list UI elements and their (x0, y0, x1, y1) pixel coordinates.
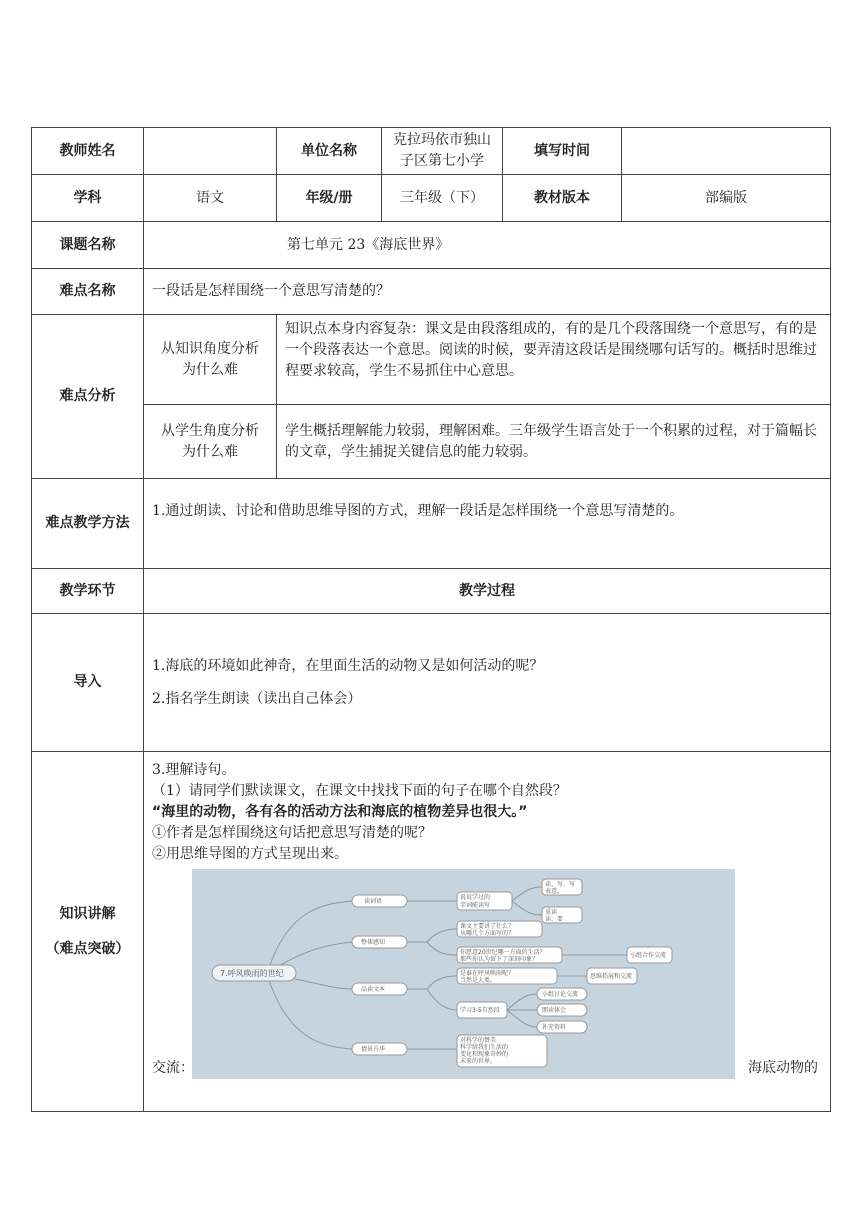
grade-label: 年级/册 (277, 175, 382, 222)
mind-map-node-18: 补充资料 (542, 1024, 567, 1031)
grade-value: 三年级（下） (382, 175, 503, 222)
method-row (32, 479, 831, 569)
mind-map-node-12: 是谁在呼风唤雨呢？ (460, 970, 515, 977)
student-angle-text: 学生概括理解能力较弱，理解困难。三年级学生语言处于一个积累的过程，对于篇幅长的文章，学生捕捉关键信息的能力较弱。 (277, 405, 831, 479)
exchange-label: 交流： (152, 1060, 194, 1076)
knowledge-line-3: ①作者是怎样围绕这句话把意思写清楚的呢？ (152, 825, 432, 841)
method-value: 1.通过朗读、讨论和借助思维导图的方式，理解一段话是怎样围绕一个意思写清楚的。 (144, 479, 831, 569)
knowledge-label-line2: （难点突破） (45, 940, 130, 957)
student-angle-line2: 为什么难 (182, 443, 238, 460)
difficulty-label: 难点名称 (32, 269, 144, 315)
process-title: 教学过程 (144, 569, 831, 614)
knowledge-content (144, 752, 831, 1112)
student-angle-label (144, 405, 277, 479)
difficulty-value: 一段话是怎样围绕一个意思写清楚的？ (144, 269, 831, 315)
unit-value-line1: 克拉玛依市独山 (393, 132, 491, 148)
mind-map-node-8: 从哪几个方面写的？ (460, 930, 515, 937)
difficulty-row (32, 269, 831, 315)
mind-map-node-11: 小组合作交流 (630, 952, 667, 959)
lesson-plan-table (31, 127, 831, 1112)
header-row (32, 128, 831, 175)
unit-value (382, 128, 503, 175)
mind-map-node-3: 读、写、写 (545, 881, 576, 888)
mind-map-node-14: 思维拓展和交流 (590, 973, 633, 980)
knowledge-row (32, 752, 831, 1112)
mind-map-node-2: 字词能读写 (460, 902, 491, 909)
knowledge-angle-line2: 为什么难 (182, 361, 238, 378)
exchange-line (152, 1057, 822, 1081)
time-value (622, 128, 831, 175)
subject-row (32, 175, 831, 222)
intro-row (32, 614, 831, 752)
knowledge-line-1: 3.理解诗句。 (152, 762, 236, 778)
mind-map-root: 7.呼风唤雨的世纪 (220, 969, 284, 978)
mind-map-branch-2: 整体感知 (361, 939, 386, 946)
mind-map-node-10: 那些你认为留下了深刻印象？ (460, 956, 539, 963)
knowledge-line-2: （1）请同学们默读课文，在课文中找找下面的句子在哪个自然段？ (152, 783, 567, 799)
mind-map-node-7: 课文主要讲了什么？ (460, 923, 515, 930)
mind-map-node-21: 变化和现象奇妙的 (460, 1051, 509, 1058)
mind-map-node-9: 你愿意20世纪哪一方面的生活？ (460, 949, 546, 956)
mind-map-node-13: 当然是人类。 (460, 977, 497, 984)
mind-map-node-17: 朗读体会 (542, 1007, 567, 1014)
intro-item-2: 2.指名学生朗读（读出自己体会） (152, 690, 362, 707)
lesson-row (32, 222, 831, 269)
knowledge-angle-line1: 从知识角度分析 (161, 340, 259, 357)
method-label: 难点教学方法 (32, 479, 144, 569)
process-header-row (32, 569, 831, 614)
mind-map-image (192, 869, 735, 1079)
knowledge-angle-text: 知识点本身内容复杂：课文是由段落组成的，有的是几个段落围绕一个意思写，有的是一个段落表达一个意思。阅读的时候，要弄清这段话是围绕哪句话写的。概括时思维过程要求较高，学生不易抓住中心意思。 (277, 315, 831, 405)
mind-map-node-1: 说说学过的 (460, 894, 491, 901)
mind-map-node-4: 表意， (545, 888, 564, 895)
mind-map-node-15: 学习3-5自然段 (460, 1007, 500, 1014)
lesson-label: 课题名称 (32, 222, 144, 269)
mind-map-node-16: 小组讨论交流 (542, 991, 579, 998)
knowledge-label-line1: 知识讲解 (59, 905, 116, 922)
mind-map-branch-3: 品读文本 (361, 986, 386, 993)
subject-label: 学科 (32, 175, 144, 222)
mind-map-node-6: 读、要 (545, 916, 564, 923)
mind-map-branch-1: 读词语 (364, 898, 383, 905)
mind-map-node-5: 重读 (545, 909, 558, 916)
knowledge-quote: “海里的动物，各有各的活动方法和海底的植物差异也很大。” (152, 804, 528, 820)
unit-value-line2: 子区第七小学 (400, 153, 484, 169)
edition-label: 教材版本 (503, 175, 622, 222)
teacher-label: 教师姓名 (32, 128, 144, 175)
analysis-student-row (32, 405, 831, 479)
analysis-label: 难点分析 (32, 315, 144, 479)
intro-label: 导入 (32, 614, 144, 752)
intro-item-1: 1.海底的环境如此神奇，在里面生活的动物又是如何活动的呢？ (152, 657, 544, 674)
mind-map-node-22: 未来的世界。 (460, 1058, 497, 1065)
edition-value: 部编版 (622, 175, 831, 222)
mind-map-branch-4: 情景升华 (361, 1046, 386, 1053)
analysis-knowledge-row (32, 315, 831, 405)
knowledge-line-4: ②用思维导图的方式呈现出来。 (152, 846, 348, 862)
mind-map-node-19: 对科学的赞美 (460, 1037, 497, 1044)
teacher-value (144, 128, 277, 175)
time-label: 填写时间 (503, 128, 622, 175)
unit-label: 单位名称 (277, 128, 382, 175)
exchange-continuation: 海底动物的 (748, 1060, 818, 1076)
mind-map-node-20: 科学给我们生活的 (460, 1044, 509, 1051)
lesson-value: 第七单元 23《海底世界》 (144, 222, 831, 269)
knowledge-angle-label (144, 315, 277, 405)
student-angle-line1: 从学生角度分析 (161, 422, 259, 439)
knowledge-label (32, 752, 144, 1112)
process-stage-label: 教学环节 (32, 569, 144, 614)
intro-content (144, 614, 831, 752)
subject-value: 语文 (144, 175, 277, 222)
